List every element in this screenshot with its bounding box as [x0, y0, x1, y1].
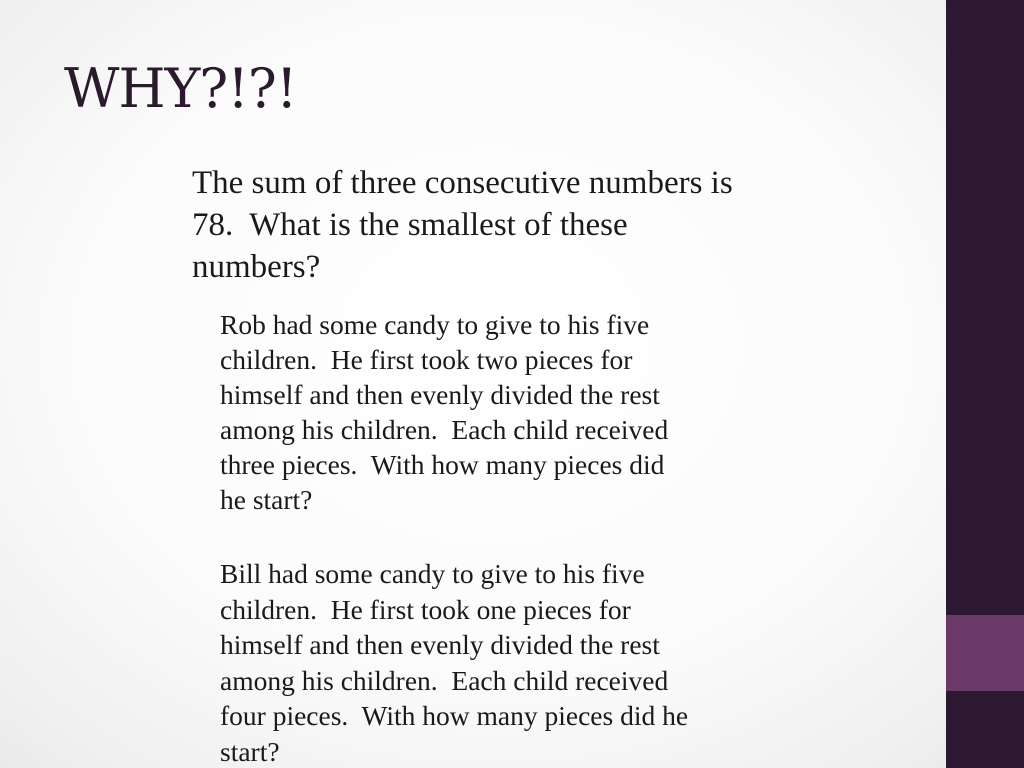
problem-line: The sum of three consecutive numbers is [192, 165, 733, 201]
problem-consecutive-numbers [192, 162, 812, 288]
problem-line: among his children. Each child received [220, 664, 669, 696]
problem-line: Rob had some candy to give to his five [220, 309, 650, 340]
problem-line: children. He first took one pieces for [220, 593, 631, 625]
problem-line: himself and then evenly divided the rest [220, 379, 660, 410]
theme-sidebar-accent [946, 615, 1024, 691]
problem-bill-candy [220, 556, 780, 768]
problem-line: he start? [220, 484, 313, 515]
problem-line: 78. What is the smallest of these [192, 207, 628, 243]
problem-line: himself and then evenly divided the rest [220, 629, 660, 660]
problem-line: children. He first took two pieces for [220, 344, 633, 375]
problem-line: among his children. Each child received [220, 414, 669, 445]
problem-line: Bill had some candy to give to his five [220, 558, 645, 589]
slide-title: WHY?!?! [64, 57, 297, 120]
problem-rob-candy [220, 307, 730, 517]
problem-line: numbers? [192, 249, 321, 285]
problem-line: four pieces. With how many pieces did he [220, 700, 689, 731]
problem-line: start? [220, 735, 280, 767]
problem-line: three pieces. With how many pieces did [220, 449, 665, 480]
